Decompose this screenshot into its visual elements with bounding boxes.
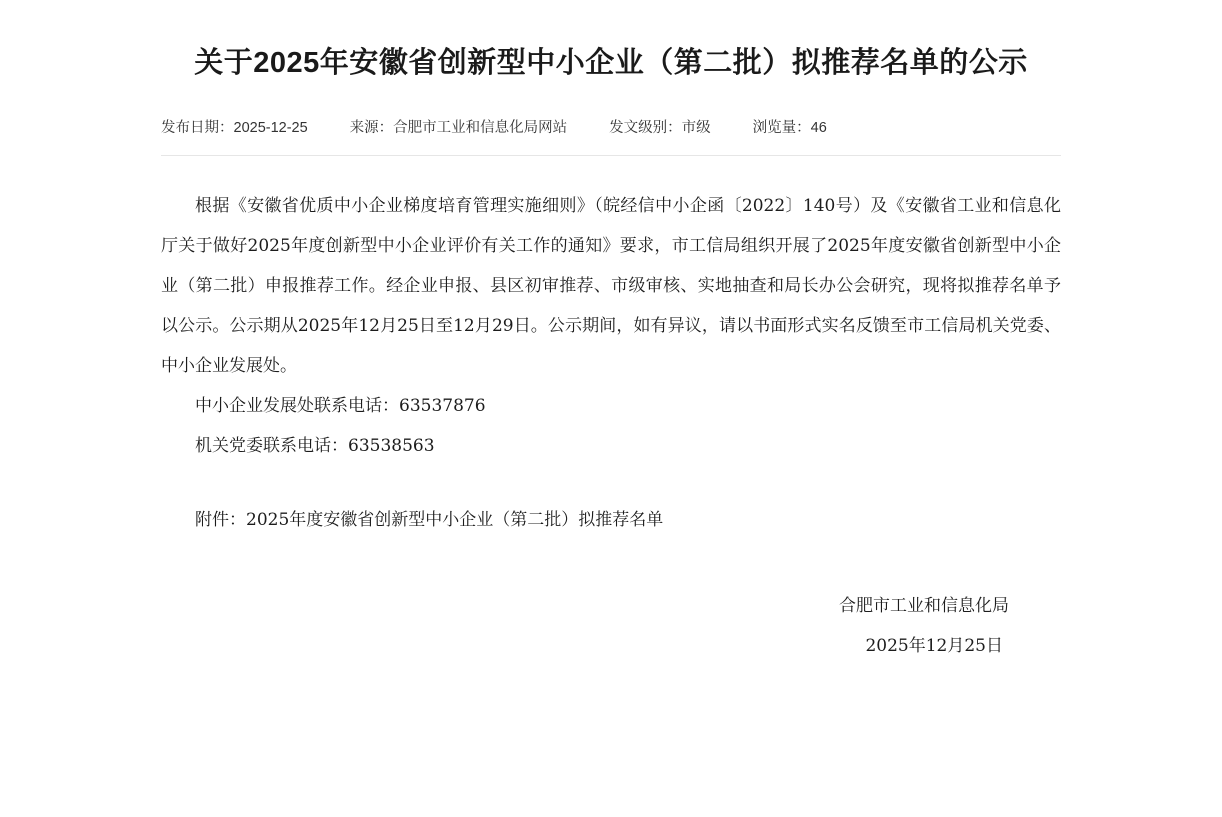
signature-issuer: 合肥市工业和信息化局 (839, 596, 1009, 616)
meta-views-value: 46 (810, 120, 827, 136)
meta-publish-date-label: 发布日期： (161, 120, 234, 136)
meta-source-value: 合肥市工业和信息化局网站 (393, 120, 568, 136)
meta-level-label: 发文级别： (609, 120, 682, 136)
contact-line-2: 机关党委联系电话：63538563 (195, 436, 435, 456)
contact-line-1: 中小企业发展处联系电话：63537876 (195, 396, 486, 416)
meta-publish-date-value: 2025-12-25 (233, 120, 308, 136)
meta-level (609, 116, 711, 137)
page-title: 关于2025年安徽省创新型中小企业（第二批）拟推荐名单的公示 (194, 47, 1028, 79)
body-paragraph-main: 根据《安徽省优质中小企业梯度培育管理实施细则》（皖经信中小企函〔2022〕140号）及《安徽省工业和信息化厅关于做好2025年度创新型中小企业评价有关工作的通知》要求，市工信局组织开展了2025年度安徽省创新型中小企业（第二批）申报推荐工作。经企业申报、县区初审推荐、市级审核、实地抽查和局长办公会研究，现将拟推荐名单予以公示。公示期从2025年12月25日至12月29日。公示期间，如有异议，请以书面形式实名反馈至市工信局机关党委、中小企业发展处。 (161, 196, 1061, 376)
meta-publish-date (161, 116, 308, 137)
attachment-line: 附件：2025年度安徽省创新型中小企业（第二批）拟推荐名单 (195, 510, 664, 530)
article-body (161, 156, 1061, 540)
body-spacer (161, 466, 1061, 500)
meta-source-label: 来源： (349, 120, 394, 136)
meta-views (753, 116, 827, 137)
meta-level-value: 市级 (681, 120, 711, 136)
meta-views-label: 浏览量： (752, 120, 811, 136)
meta-source (350, 116, 568, 137)
signature-date: 2025年12月25日 (865, 636, 1003, 656)
article-container (161, 0, 1061, 666)
article-meta-bar (161, 116, 1061, 156)
signature-block (161, 586, 1061, 666)
